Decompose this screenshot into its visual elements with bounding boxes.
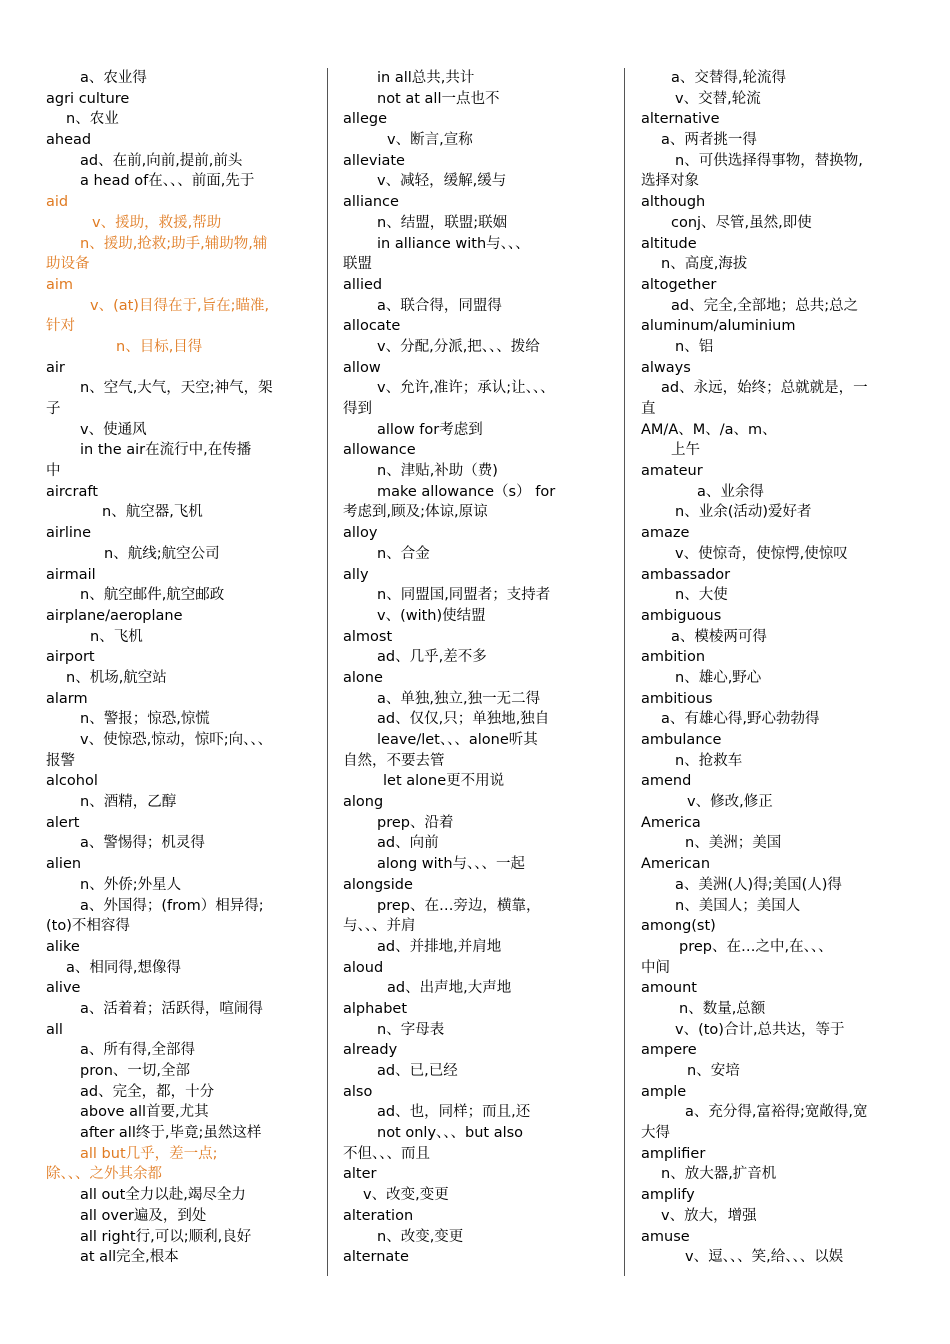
entry-line: ambition xyxy=(641,649,706,666)
entry-line: airmail xyxy=(46,566,96,583)
definition-line: n、业余(活动)爱好者 xyxy=(675,504,812,521)
column-2 xyxy=(343,68,611,1268)
definition-line: in the air在流行中,在传播 xyxy=(80,442,252,459)
definition-line: v、改变,变更 xyxy=(363,1187,449,1204)
entry-line: ambitious xyxy=(641,690,713,707)
definition-line: prep、在…之中,在、、、 xyxy=(679,938,833,955)
definition-line: n、外侨;外星人 xyxy=(80,876,182,893)
definition-line: n、津贴,补助（费) xyxy=(377,463,498,480)
definition-line: v、使惊恐,惊动，惊吓;向、、、 xyxy=(80,732,273,748)
entry-line: although xyxy=(641,194,706,211)
definition-line: n、合金 xyxy=(377,545,430,562)
entry-line: almost xyxy=(343,628,393,645)
definition-line: v、援助，救援,帮助 xyxy=(92,214,222,231)
definition-line: v、减轻，缓解,缓与 xyxy=(377,173,507,190)
definition-line: a、活着着；活跃得，喧闹得 xyxy=(80,1000,263,1017)
entry-line: amateur xyxy=(641,463,703,480)
entry-line: also xyxy=(343,1083,373,1100)
definition-line: at all完全,根本 xyxy=(80,1249,179,1266)
definition-line: ad、并排地,并肩地 xyxy=(377,938,502,955)
definition-line: a、业余得 xyxy=(697,483,764,500)
definition-line: ad、在前,向前,提前,前头 xyxy=(80,152,243,169)
definition-line: n、高度,海拔 xyxy=(661,256,748,273)
definition-line: make allowance（s） for xyxy=(377,483,556,500)
entry-line: alike xyxy=(46,938,80,955)
entry-line: aircraft xyxy=(46,483,98,500)
column-divider xyxy=(327,68,328,1276)
definition-line: v、使通风 xyxy=(80,421,147,438)
entry-line: ampere xyxy=(641,1042,697,1059)
entry-line: ambiguous xyxy=(641,607,722,624)
definition-line: n、数量,总额 xyxy=(679,1000,766,1017)
entry-line: 大得 xyxy=(641,1125,670,1142)
definition-line: in alliance with与、、、 xyxy=(377,235,530,252)
definition-line: n、大使 xyxy=(675,587,728,604)
entry-line: alien xyxy=(46,856,82,873)
entry-line: among(st) xyxy=(641,918,716,935)
definition-line: n、航线;航空公司 xyxy=(104,545,220,562)
definition-line: a、充分得,富裕得;宽敞得,宽 xyxy=(685,1104,868,1121)
definition-line: n、机场,航空站 xyxy=(66,669,167,686)
entry-line: (to)不相容得 xyxy=(46,918,130,935)
entry-line: American xyxy=(641,856,711,873)
entry-line: amaze xyxy=(641,525,690,542)
definition-line: ad、向前 xyxy=(377,835,439,852)
definition-line: ad、几乎,差不多 xyxy=(377,649,487,666)
definition-line: in all总共,共计 xyxy=(377,70,475,86)
entry-line: 考虑到,顾及;体谅,原谅 xyxy=(343,504,488,521)
entry-line: alongside xyxy=(343,876,413,893)
entry-line: alert xyxy=(46,814,80,831)
definition-line: n、酒精，乙醇 xyxy=(80,794,177,811)
entry-line: amplifier xyxy=(641,1145,706,1162)
entry-line: alloy xyxy=(343,525,378,542)
definition-line: above all首要,尤其 xyxy=(80,1104,209,1121)
entry-line: alternative xyxy=(641,111,720,128)
definition-line: let alone更不用说 xyxy=(383,773,505,790)
definition-line: n、可供选择得事物，替换物, xyxy=(675,152,863,169)
definition-line: n、安培 xyxy=(687,1063,740,1079)
entry-line: altogether xyxy=(641,276,717,293)
definition-line: v、(at)目得在于,旨在;瞄准, xyxy=(90,297,270,314)
definition-line: v、(to)合计,总共达，等于 xyxy=(675,1021,845,1038)
definition-line: 上午 xyxy=(671,442,700,459)
entry-line: along xyxy=(343,794,384,811)
entry-line: allow xyxy=(343,359,381,376)
entry-line: 报警 xyxy=(46,752,75,769)
definition-line: v、分配,分派,把、、、拨给 xyxy=(377,338,540,355)
definition-line: n、抢救车 xyxy=(675,752,743,769)
definition-line: v、放大，增强 xyxy=(661,1207,757,1224)
definition-line: a、美洲(人)得;美国(人)得 xyxy=(675,876,842,893)
definition-line: v、使惊奇，使惊愕,使惊叹 xyxy=(675,545,848,562)
definition-line: a、农业得 xyxy=(80,70,147,86)
definition-line: along with与、、、一起 xyxy=(377,856,526,873)
definition-line: all out全力以赴,竭尽全力 xyxy=(80,1187,246,1204)
definition-line: prep、沿着 xyxy=(377,814,454,831)
definition-line: n、改变,变更 xyxy=(377,1228,464,1245)
entry-line: alternate xyxy=(343,1249,409,1266)
entry-line: alter xyxy=(343,1166,377,1183)
definition-line: a、相同得,想像得 xyxy=(66,959,181,976)
entry-line: 选择对象 xyxy=(641,173,699,190)
entry-line: alarm xyxy=(46,690,88,707)
definition-line: n、航空器,飞机 xyxy=(102,504,203,521)
entry-line: allied xyxy=(343,276,383,293)
definition-line: n、飞机 xyxy=(90,628,143,645)
definition-line: v、允许,准许；承认;让、、、 xyxy=(377,380,555,397)
entry-line: altitude xyxy=(641,235,697,252)
entry-line: airline xyxy=(46,525,92,542)
entry-line: amend xyxy=(641,773,692,790)
entry-line: aloud xyxy=(343,959,384,976)
definition-line: a、警惕得；机灵得 xyxy=(80,835,205,852)
entry-line: always xyxy=(641,359,691,376)
definition-line: a head of在、、、前面,先于 xyxy=(80,173,255,190)
entry-line: airport xyxy=(46,649,95,666)
definition-line: prep、在…旁边，横靠， xyxy=(377,897,541,914)
definition-line: pron、一切,全部 xyxy=(80,1063,191,1079)
entry-line: 与、、、并肩 xyxy=(343,918,416,935)
definition-line: n、雄心,野心 xyxy=(675,669,762,686)
definition-line: a、所有得,全部得 xyxy=(80,1042,195,1059)
entry-line: ambassador xyxy=(641,566,731,583)
column-3 xyxy=(641,68,909,1268)
entry-line: 助设备 xyxy=(46,256,90,273)
entry-line: 自然，不要去管 xyxy=(343,752,445,769)
definition-line: a、两者挑一得 xyxy=(661,132,757,149)
definition-line: a、联合得，同盟得 xyxy=(377,297,502,314)
entry-line: allocate xyxy=(343,318,401,335)
definition-line: a、交替得,轮流得 xyxy=(671,70,786,86)
definition-line: n、援助,抢救;助手,辅助物,辅 xyxy=(80,235,268,252)
definition-line: leave/let、、、alone听其 xyxy=(377,732,538,748)
entry-line: 中 xyxy=(46,463,61,480)
entry-line: airplane/aeroplane xyxy=(46,607,183,624)
definition-line: a、外国得；(from）相异得; xyxy=(80,897,264,914)
definition-line: n、同盟国,同盟者；支持者 xyxy=(377,587,551,604)
entry-line: alleviate xyxy=(343,152,405,169)
entry-line: alcohol xyxy=(46,773,98,790)
definition-line: n、字母表 xyxy=(377,1021,445,1038)
definition-line: v、(with)使结盟 xyxy=(377,607,486,624)
entry-line: ample xyxy=(641,1083,687,1100)
definition-line: conj、尽管,虽然,即使 xyxy=(671,214,812,231)
definition-line: not only、、、but also xyxy=(377,1125,524,1142)
definition-line: a、有雄心得,野心勃勃得 xyxy=(661,711,820,728)
definition-line: allow for考虑到 xyxy=(377,421,483,438)
definition-line: a、单独,独立,独一无二得 xyxy=(377,690,541,707)
definition-line: n、警报；惊恐,惊慌 xyxy=(80,711,210,728)
definition-line: n、目标,目得 xyxy=(116,338,203,355)
entry-line: agri culture xyxy=(46,90,130,107)
definition-line: v、交替,轮流 xyxy=(675,90,761,107)
entry-line: 子 xyxy=(46,401,61,417)
entry-line: allowance xyxy=(343,442,416,459)
definition-line: n、空气,大气，天空;神气，架 xyxy=(80,380,273,397)
entry-line: air xyxy=(46,359,65,376)
entry-line: ambulance xyxy=(641,732,722,748)
entry-line: 针对 xyxy=(46,318,75,335)
definition-line: n、铝 xyxy=(675,338,714,355)
entry-line: 不但、、、而且 xyxy=(343,1145,430,1162)
entry-line: amount xyxy=(641,980,697,997)
entry-line: aluminum/aluminium xyxy=(641,318,796,335)
definition-line: ad、完全,全部地；总共;总之 xyxy=(671,297,859,314)
definition-line: ad、出声地,大声地 xyxy=(387,980,512,997)
definition-line: v、逗、、、笑,给、、、以娱 xyxy=(685,1249,844,1266)
definition-line: all over遍及，到处 xyxy=(80,1207,207,1224)
definition-line: n、结盟，联盟;联姻 xyxy=(377,214,508,231)
entry-line: 除、、、之外其余都 xyxy=(46,1166,162,1183)
definition-line: ad、已,已经 xyxy=(377,1063,458,1079)
definition-line: ad、也，同样；而且,还 xyxy=(377,1104,531,1121)
entry-line: aim xyxy=(46,276,74,293)
definition-line: ad、永远，始终；总就就是，一 xyxy=(661,380,868,397)
entry-line: AM/A、M、/a、m、 xyxy=(641,421,777,438)
definition-line: a、模棱两可得 xyxy=(671,628,767,645)
entry-line: 联盟 xyxy=(343,256,372,273)
definition-line: n、航空邮件,航空邮政 xyxy=(80,587,225,604)
entry-line: ally xyxy=(343,566,369,583)
entry-line: amuse xyxy=(641,1228,690,1245)
definition-line: not at all一点也不 xyxy=(377,90,500,107)
entry-line: ahead xyxy=(46,132,92,149)
column-1 xyxy=(46,68,314,1268)
definition-line: ad、完全，都，十分 xyxy=(80,1083,215,1100)
entry-line: alive xyxy=(46,980,81,997)
entry-line: alphabet xyxy=(343,1000,408,1017)
definition-line: ad、仅仅,只；单独地,独自 xyxy=(377,711,550,728)
entry-line: 直 xyxy=(641,401,656,417)
entry-line: alliance xyxy=(343,194,399,211)
entry-line: 得到 xyxy=(343,401,372,417)
entry-line: amplify xyxy=(641,1187,695,1204)
entry-line: 中间 xyxy=(641,959,670,976)
entry-line: alteration xyxy=(343,1207,414,1224)
definition-line: n、美国人；美国人 xyxy=(675,897,801,914)
entry-line: all xyxy=(46,1021,63,1038)
entry-line: alone xyxy=(343,669,383,686)
entry-line: already xyxy=(343,1042,398,1059)
definition-line: v、断言,宣称 xyxy=(387,132,473,149)
definition-line: n、美洲；美国 xyxy=(685,835,782,852)
entry-line: America xyxy=(641,814,701,831)
definition-line: n、放大器,扩音机 xyxy=(661,1166,777,1183)
column-divider xyxy=(624,68,625,1276)
entry-line: allege xyxy=(343,111,387,128)
definition-line: v、修改,修正 xyxy=(687,794,773,811)
definition-line: after all终于,毕竟;虽然这样 xyxy=(80,1125,262,1142)
definition-line: all right行,可以;顺利,良好 xyxy=(80,1228,252,1245)
entry-line: aid xyxy=(46,194,69,211)
definition-line: all but几乎，差一点; xyxy=(80,1145,218,1162)
definition-line: n、农业 xyxy=(66,111,119,128)
